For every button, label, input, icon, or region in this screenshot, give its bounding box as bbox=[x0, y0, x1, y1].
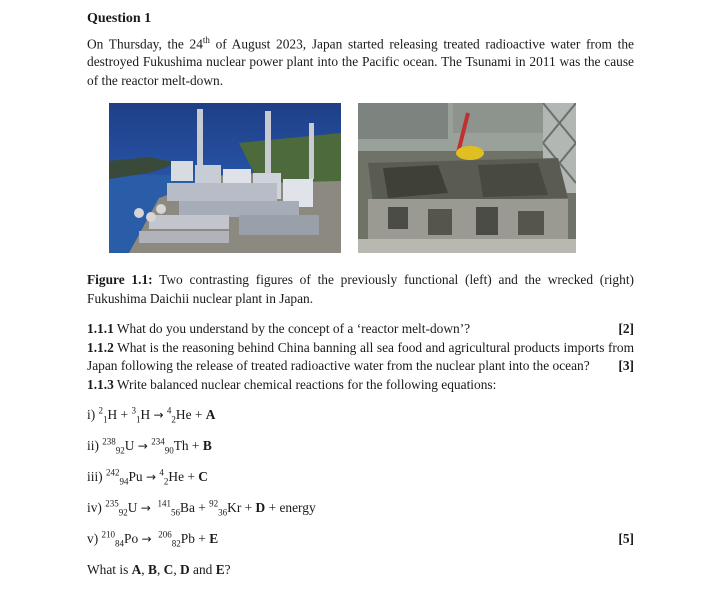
marks-1-1-3: [5] bbox=[618, 531, 634, 547]
fukushima-plant-wrecked-image bbox=[358, 103, 576, 253]
closing-question: What is A, B, C, D and E? bbox=[87, 562, 231, 578]
equation-v: [5] v) $^{210}_{84}$Po → $^{206}_{82}$Pb + E bbox=[87, 530, 634, 550]
question-intro: On Thursday, the 24th of August 2023, Japan started releasing treated radioactive water from the destroyed Fukushima nuclear power plant into the Pacific ocean. The Tsunami in 2011 was the cause of the reactor melt-down. bbox=[87, 34, 634, 88]
equation-iii: iii) $^{242}_{94}$Pu → $^4_2$He + C bbox=[87, 468, 208, 488]
question-1-1-3: 1.1.3 Write balanced nuclear chemical reactions for the following equations: bbox=[87, 376, 497, 392]
marks-1-1-2: [3] bbox=[618, 358, 634, 374]
reaction-arrow: → bbox=[140, 501, 151, 516]
equation-ii: ii) $^{238}_{92}$U → $^{234}_{90}$Th + B bbox=[87, 437, 212, 457]
marks-1-1-1: [2] bbox=[618, 321, 634, 337]
equation-i: i) $^2_1$H + $^3_1$H → $^4_2$He + A bbox=[87, 406, 216, 426]
reaction-arrow: → bbox=[141, 532, 152, 547]
question-title: Question 1 bbox=[87, 11, 152, 26]
figure-caption: Figure 1.1: Two contrasting figures of the previously functional (left) and the wrecked (right) Fukushima Daichii nuclear plant in Japan. bbox=[87, 272, 634, 306]
figure-row bbox=[87, 103, 634, 261]
reaction-arrow: → bbox=[137, 439, 148, 454]
question-1-1-2: 1.1.2 What is the reasoning behind China banning all sea food and agricultural products imports from Japan following the release of treated radioactive water from the nuclear plant into the ocean? [3] bbox=[87, 339, 634, 376]
fukushima-plant-functional-image bbox=[109, 103, 341, 253]
reaction-arrow: → bbox=[153, 408, 164, 423]
reaction-arrow: → bbox=[145, 470, 157, 485]
question-page bbox=[87, 6, 634, 580]
equation-iv: iv) $^{235}_{92}$U → $^{141}_{56}$Ba + $^{92}_{36}$Kr + D + energy bbox=[87, 499, 316, 519]
question-1-1-1: [2] 1.1.1 What do you understand by the concept of a ‘reactor melt-down’? bbox=[87, 320, 634, 339]
sub-questions bbox=[87, 320, 634, 394]
